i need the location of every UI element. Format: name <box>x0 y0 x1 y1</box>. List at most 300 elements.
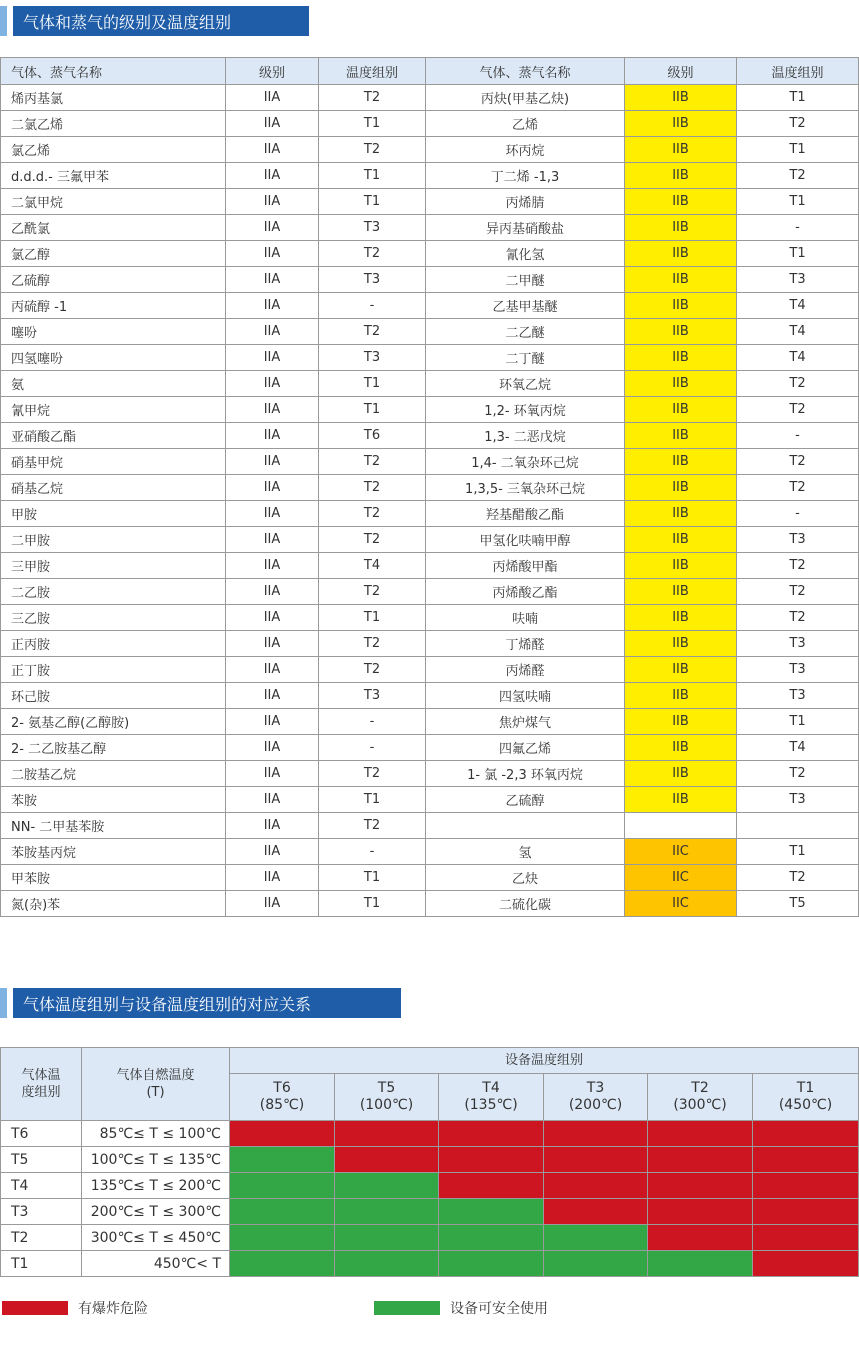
gas-name-cell: 2- 氨基乙醇(乙醇胺) <box>1 709 226 735</box>
temp-group-cell: T4 <box>737 735 859 761</box>
class-cell: IIB <box>625 85 737 111</box>
table-row <box>1 449 859 475</box>
gas-name-cell: 氰化氢 <box>426 241 625 267</box>
class-cell: IIB <box>625 189 737 215</box>
temp-group-cell: T1 <box>319 397 426 423</box>
gas-name-cell: 苯胺基丙烷 <box>1 839 226 865</box>
gas-name-cell: 正丙胺 <box>1 631 226 657</box>
temp-group-cell: T2 <box>737 449 859 475</box>
gas-name-cell: 异丙基硝酸盐 <box>426 215 625 241</box>
gas-temp-group-cell: T1 <box>1 1251 82 1277</box>
temp-group-cell: T1 <box>319 111 426 137</box>
gas-name-cell: 环氧乙烷 <box>426 371 625 397</box>
temp-group-cell: T2 <box>319 761 426 787</box>
equipment-col-t4 <box>439 1074 544 1121</box>
danger-cell <box>753 1173 859 1199</box>
equipment-col-t3 <box>544 1074 648 1121</box>
temp-group-cell: T3 <box>737 267 859 293</box>
table-row <box>1 839 859 865</box>
equipment-col-temp: (300℃) <box>673 1097 727 1113</box>
table-row <box>1 111 859 137</box>
gas-name-cell: 三乙胺 <box>1 605 226 631</box>
gas-name-cell: 亚硝酸乙酯 <box>1 423 226 449</box>
class-cell: IIA <box>226 735 319 761</box>
class-cell: IIB <box>625 137 737 163</box>
temp-group-cell: T2 <box>737 605 859 631</box>
equipment-col-temp: (135℃) <box>464 1097 518 1113</box>
class-cell: IIB <box>625 787 737 813</box>
danger-cell <box>648 1199 753 1225</box>
temp-group-cell: T4 <box>737 293 859 319</box>
class-cell: IIA <box>226 657 319 683</box>
class-cell: IIB <box>625 761 737 787</box>
equipment-col-t5 <box>335 1074 439 1121</box>
equipment-col-code: T6 <box>273 1080 291 1096</box>
danger-cell <box>439 1173 544 1199</box>
equipment-col-temp: (100℃) <box>359 1097 414 1113</box>
danger-cell <box>544 1199 648 1225</box>
equipment-col-temp: (450℃) <box>778 1097 833 1113</box>
gas-temp-group-cell: T2 <box>1 1225 82 1251</box>
table-row <box>1 527 859 553</box>
table-row <box>1 1251 859 1277</box>
class-cell: IIA <box>226 527 319 553</box>
table-row <box>1 553 859 579</box>
temp-group-cell: - <box>319 735 426 761</box>
class-cell: IIB <box>625 605 737 631</box>
title-accent-stripe <box>0 6 7 36</box>
class-cell: IIB <box>625 215 737 241</box>
gas-name-cell: 正丁胺 <box>1 657 226 683</box>
gas-name-cell: 烯丙基氯 <box>1 85 226 111</box>
class-cell: IIA <box>226 85 319 111</box>
danger-cell <box>544 1147 648 1173</box>
class-cell: IIA <box>226 683 319 709</box>
gas-name-cell: 丙烯酸乙酯 <box>426 579 625 605</box>
temp-group-cell: T3 <box>319 267 426 293</box>
safe-cell <box>335 1225 439 1251</box>
table-row <box>1 1225 859 1251</box>
table-row <box>1 605 859 631</box>
gas-name-cell: 呋喃 <box>426 605 625 631</box>
gas-name-cell: 乙硫醇 <box>1 267 226 293</box>
gas-name-cell: 二乙醚 <box>426 319 625 345</box>
table-row <box>1 1121 859 1147</box>
autoignition-range-cell: 300℃≤ T ≤ 450℃ <box>82 1225 230 1251</box>
gas-name-cell: 1,2- 环氧丙烷 <box>426 397 625 423</box>
danger-cell <box>335 1147 439 1173</box>
header-class-2: 级别 <box>625 58 737 85</box>
equipment-col-code: T4 <box>482 1080 500 1096</box>
class-cell: IIA <box>226 293 319 319</box>
section-title-temp-mapping <box>0 988 401 1018</box>
class-cell: IIA <box>226 241 319 267</box>
legend-safe-label: 设备可安全使用 <box>450 1301 548 1317</box>
gas-name-cell: 1,4- 二氧杂环己烷 <box>426 449 625 475</box>
table-row <box>1 137 859 163</box>
gas-name-cell: 1,3,5- 三氧杂环己烷 <box>426 475 625 501</box>
temp-group-cell: T3 <box>737 657 859 683</box>
safe-cell <box>230 1173 335 1199</box>
class-cell: IIA <box>226 345 319 371</box>
table-row <box>1 215 859 241</box>
table-row <box>1 293 859 319</box>
temp-group-cell: T2 <box>737 865 859 891</box>
temp-group-cell: T1 <box>319 605 426 631</box>
header-class-1: 级别 <box>226 58 319 85</box>
class-cell: IIC <box>625 839 737 865</box>
danger-cell <box>335 1121 439 1147</box>
section-title-text: 气体温度组别与设备温度组别的对应关系 <box>13 988 401 1018</box>
table-row <box>1 683 859 709</box>
temp-group-cell: T3 <box>319 345 426 371</box>
equipment-col-temp: (85℃) <box>259 1097 305 1113</box>
autoignition-range-cell: 450℃< T <box>82 1251 230 1277</box>
gas-name-cell: 二丁醚 <box>426 345 625 371</box>
danger-cell <box>648 1121 753 1147</box>
class-cell: IIA <box>226 189 319 215</box>
gas-name-cell: 苯胺 <box>1 787 226 813</box>
equipment-col-t6 <box>230 1074 335 1121</box>
gas-name-cell: 噻吩 <box>1 319 226 345</box>
class-cell: IIB <box>625 163 737 189</box>
safe-cell <box>230 1199 335 1225</box>
temp-group-cell: T3 <box>737 631 859 657</box>
gas-name-cell: 氯乙烯 <box>1 137 226 163</box>
temp-group-cell: - <box>319 839 426 865</box>
gas-name-cell: 氯乙醇 <box>1 241 226 267</box>
legend-safe-swatch <box>374 1301 440 1315</box>
gas-name-cell: 乙酰氯 <box>1 215 226 241</box>
class-cell: IIA <box>226 163 319 189</box>
class-cell: IIB <box>625 579 737 605</box>
header-equipment-temp-group: 设备温度组别 <box>230 1048 859 1074</box>
gas-name-cell: 二甲胺 <box>1 527 226 553</box>
danger-cell <box>753 1251 859 1277</box>
temp-group-cell: T1 <box>319 163 426 189</box>
gas-name-cell: 甲苯胺 <box>1 865 226 891</box>
header-gas-temp-group: 气体温 度组别 <box>1 1048 82 1121</box>
gas-name-cell: 氮(杂)苯 <box>1 891 226 917</box>
temp-group-cell: T2 <box>319 85 426 111</box>
temp-group-cell: T1 <box>737 709 859 735</box>
danger-cell <box>753 1121 859 1147</box>
class-cell: IIB <box>625 449 737 475</box>
equipment-col-code: T5 <box>377 1080 396 1096</box>
temp-group-cell: T2 <box>737 371 859 397</box>
safe-cell <box>439 1199 544 1225</box>
gas-name-cell: 氢 <box>426 839 625 865</box>
title-accent-stripe <box>0 988 7 1018</box>
danger-cell <box>753 1199 859 1225</box>
header-autoignition-temp: 气体自燃温度 (T) <box>82 1048 230 1121</box>
temp-group-cell: T4 <box>737 345 859 371</box>
legend-safe <box>374 1300 548 1316</box>
class-cell: IIA <box>226 215 319 241</box>
temp-group-cell: T2 <box>737 163 859 189</box>
gas-name-cell: 四氢噻吩 <box>1 345 226 371</box>
temp-group-cell: T1 <box>319 371 426 397</box>
table-row <box>1 761 859 787</box>
danger-cell <box>648 1173 753 1199</box>
gas-name-cell: 乙硫醇 <box>426 787 625 813</box>
gas-name-cell: 硝基乙烷 <box>1 475 226 501</box>
temp-group-cell: T3 <box>737 527 859 553</box>
gas-name-cell: 丁二烯 -1,3 <box>426 163 625 189</box>
section-title-text: 气体和蒸气的级别及温度组别 <box>13 6 309 36</box>
class-cell: IIA <box>226 267 319 293</box>
gas-name-cell: 丙烯酸甲酯 <box>426 553 625 579</box>
table-row <box>1 475 859 501</box>
temp-group-cell: T2 <box>737 397 859 423</box>
gas-temp-group-cell: T5 <box>1 1147 82 1173</box>
class-cell: IIB <box>625 267 737 293</box>
danger-cell <box>753 1147 859 1173</box>
equipment-col-t1 <box>753 1074 859 1121</box>
temp-table-header-row-1 <box>1 1048 859 1074</box>
gas-name-cell: 氰甲烷 <box>1 397 226 423</box>
class-cell: IIA <box>226 111 319 137</box>
legend-danger-swatch <box>2 1301 68 1315</box>
gas-name-cell: 硝基甲烷 <box>1 449 226 475</box>
temp-group-cell: T3 <box>737 787 859 813</box>
gas-name-cell: 1- 氯 -2,3 环氧丙烷 <box>426 761 625 787</box>
section-title-gas-classes <box>0 6 309 36</box>
gas-name-cell: 二胺基乙烷 <box>1 761 226 787</box>
table-row <box>1 1173 859 1199</box>
gas-name-cell: 甲胺 <box>1 501 226 527</box>
temp-group-cell: T6 <box>319 423 426 449</box>
class-cell: IIB <box>625 423 737 449</box>
danger-cell <box>648 1225 753 1251</box>
gas-name-cell: 乙烯 <box>426 111 625 137</box>
table-row <box>1 85 859 111</box>
safe-cell <box>230 1225 335 1251</box>
table-row <box>1 319 859 345</box>
class-cell: IIA <box>226 553 319 579</box>
temp-group-cell: T2 <box>319 813 426 839</box>
class-cell: IIA <box>226 605 319 631</box>
temp-group-cell: - <box>737 501 859 527</box>
safe-cell <box>335 1251 439 1277</box>
danger-cell <box>753 1225 859 1251</box>
gas-name-cell: 三甲胺 <box>1 553 226 579</box>
autoignition-range-cell: 200℃≤ T ≤ 300℃ <box>82 1199 230 1225</box>
danger-cell <box>439 1147 544 1173</box>
equipment-col-code: T3 <box>586 1080 605 1096</box>
temp-group-cell: T3 <box>319 215 426 241</box>
gas-name-cell: 环丙烷 <box>426 137 625 163</box>
class-cell <box>625 813 737 839</box>
temp-group-cell: T1 <box>737 137 859 163</box>
header-gas-name-1: 气体、蒸气名称 <box>1 58 226 85</box>
temp-group-cell: T2 <box>319 319 426 345</box>
table-row <box>1 891 859 917</box>
gas-name-cell <box>426 813 625 839</box>
temp-group-cell: T2 <box>737 761 859 787</box>
temp-group-cell: - <box>737 215 859 241</box>
class-cell: IIA <box>226 813 319 839</box>
class-cell: IIB <box>625 475 737 501</box>
safe-cell <box>648 1251 753 1277</box>
class-cell: IIA <box>226 761 319 787</box>
temp-group-cell: T2 <box>319 241 426 267</box>
temp-group-cell: T2 <box>737 579 859 605</box>
header-gas-name-2: 气体、蒸气名称 <box>426 58 625 85</box>
temp-mapping-table <box>0 1047 859 1277</box>
gas-temp-group-cell: T6 <box>1 1121 82 1147</box>
gas-name-cell: 丙硫醇 -1 <box>1 293 226 319</box>
class-cell: IIA <box>226 501 319 527</box>
equipment-col-code: T1 <box>796 1080 815 1096</box>
danger-cell <box>439 1121 544 1147</box>
class-cell: IIA <box>226 397 319 423</box>
legend-danger <box>2 1300 148 1316</box>
table-row <box>1 1147 859 1173</box>
gas-temp-group-cell: T4 <box>1 1173 82 1199</box>
safe-cell <box>335 1199 439 1225</box>
table-row <box>1 813 859 839</box>
temp-group-cell: T1 <box>319 865 426 891</box>
table-row <box>1 735 859 761</box>
class-cell: IIB <box>625 527 737 553</box>
table-row <box>1 423 859 449</box>
temp-group-cell: T1 <box>737 85 859 111</box>
temp-group-cell: T2 <box>319 527 426 553</box>
class-cell: IIA <box>226 787 319 813</box>
table-row <box>1 631 859 657</box>
table-row <box>1 397 859 423</box>
gas-name-cell: 1,3- 二恶戊烷 <box>426 423 625 449</box>
safe-cell <box>439 1251 544 1277</box>
temp-group-cell: T2 <box>737 475 859 501</box>
class-cell: IIB <box>625 319 737 345</box>
legend-danger-label: 有爆炸危险 <box>78 1301 148 1317</box>
class-cell: IIB <box>625 709 737 735</box>
gas-name-cell: 乙基甲基醚 <box>426 293 625 319</box>
gas-name-cell: NN- 二甲基苯胺 <box>1 813 226 839</box>
table-row <box>1 787 859 813</box>
class-cell: IIA <box>226 579 319 605</box>
class-cell: IIA <box>226 631 319 657</box>
gas-name-cell: 2- 二乙胺基乙醇 <box>1 735 226 761</box>
gas-name-cell: 乙炔 <box>426 865 625 891</box>
temp-group-cell: T1 <box>319 891 426 917</box>
equipment-col-t2 <box>648 1074 753 1121</box>
gas-name-cell: 环己胺 <box>1 683 226 709</box>
gas-name-cell: 氨 <box>1 371 226 397</box>
safe-cell <box>230 1251 335 1277</box>
gas-name-cell: 丙烯腈 <box>426 189 625 215</box>
gas-name-cell: 二硫化碳 <box>426 891 625 917</box>
temp-group-cell: T1 <box>737 189 859 215</box>
equipment-col-temp: (200℃) <box>568 1097 623 1113</box>
temp-group-cell: T2 <box>737 553 859 579</box>
temp-group-cell: T1 <box>319 189 426 215</box>
header-temp-group-1: 温度组别 <box>319 58 426 85</box>
gas-name-cell: 丁烯醛 <box>426 631 625 657</box>
table-row <box>1 371 859 397</box>
class-cell: IIB <box>625 345 737 371</box>
gas-name-cell: 四氢呋喃 <box>426 683 625 709</box>
table-row <box>1 501 859 527</box>
class-cell: IIA <box>226 319 319 345</box>
temp-group-cell: T1 <box>319 787 426 813</box>
table-row <box>1 1199 859 1225</box>
table-row <box>1 345 859 371</box>
gas-name-cell: 丙炔(甲基乙炔) <box>426 85 625 111</box>
temp-group-cell: T3 <box>737 683 859 709</box>
class-cell: IIA <box>226 865 319 891</box>
temp-group-cell: T2 <box>319 579 426 605</box>
class-cell: IIA <box>226 839 319 865</box>
gas-name-cell: 二氯甲烷 <box>1 189 226 215</box>
autoignition-range-cell: 135℃≤ T ≤ 200℃ <box>82 1173 230 1199</box>
class-cell: IIA <box>226 475 319 501</box>
temp-group-cell: T2 <box>319 501 426 527</box>
temp-group-cell: T2 <box>319 475 426 501</box>
autoignition-range-cell: 100℃≤ T ≤ 135℃ <box>82 1147 230 1173</box>
gas-name-cell: 焦炉煤气 <box>426 709 625 735</box>
temp-group-cell: - <box>737 423 859 449</box>
autoignition-range-cell: 85℃≤ T ≤ 100℃ <box>82 1121 230 1147</box>
gas-temp-group-cell: T3 <box>1 1199 82 1225</box>
class-cell: IIB <box>625 111 737 137</box>
class-cell: IIB <box>625 371 737 397</box>
gas-name-cell: 四氟乙烯 <box>426 735 625 761</box>
table-row <box>1 865 859 891</box>
gas-name-cell: 丙烯醛 <box>426 657 625 683</box>
temp-group-cell: T2 <box>319 137 426 163</box>
danger-cell <box>230 1121 335 1147</box>
temp-group-cell: T2 <box>737 111 859 137</box>
temp-group-cell: - <box>319 293 426 319</box>
temp-group-cell <box>737 813 859 839</box>
temp-group-cell: T1 <box>737 241 859 267</box>
class-cell: IIA <box>226 137 319 163</box>
class-cell: IIB <box>625 735 737 761</box>
gas-class-table <box>0 57 859 917</box>
table-row <box>1 189 859 215</box>
gas-name-cell: 甲氢化呋喃甲醇 <box>426 527 625 553</box>
temp-group-cell: T4 <box>737 319 859 345</box>
class-cell: IIB <box>625 553 737 579</box>
temp-group-cell: T2 <box>319 657 426 683</box>
temp-group-cell: T3 <box>319 683 426 709</box>
table-row <box>1 657 859 683</box>
safe-cell <box>230 1147 335 1173</box>
gas-table-body <box>1 85 859 917</box>
gas-name-cell: 二乙胺 <box>1 579 226 605</box>
class-cell: IIB <box>625 501 737 527</box>
table-row <box>1 709 859 735</box>
temp-group-cell: T4 <box>319 553 426 579</box>
class-cell: IIB <box>625 397 737 423</box>
table-row <box>1 579 859 605</box>
gas-name-cell: 二甲醚 <box>426 267 625 293</box>
gas-name-cell: 二氯乙烯 <box>1 111 226 137</box>
class-cell: IIB <box>625 293 737 319</box>
danger-cell <box>544 1121 648 1147</box>
class-cell: IIC <box>625 865 737 891</box>
danger-cell <box>648 1147 753 1173</box>
safe-cell <box>439 1225 544 1251</box>
equipment-col-code: T2 <box>691 1080 709 1096</box>
class-cell: IIA <box>226 449 319 475</box>
class-cell: IIB <box>625 631 737 657</box>
table-row <box>1 267 859 293</box>
class-cell: IIA <box>226 891 319 917</box>
